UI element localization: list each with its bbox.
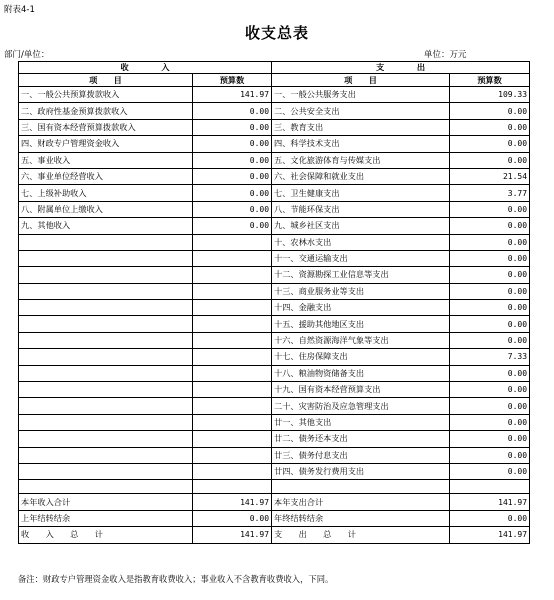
- income-item-name: [19, 365, 193, 381]
- income-item-name: 八、附属单位上缴收入: [19, 201, 193, 217]
- year-end-balance-value: 0.00: [450, 510, 530, 526]
- expenditure-item-value: 0.00: [450, 463, 530, 479]
- expenditure-item-name: 十八、粮油物资储备支出: [272, 365, 450, 381]
- expenditure-item-value: 21.54: [450, 168, 530, 184]
- expenditure-item-value: 0.00: [450, 316, 530, 332]
- income-item-name: [19, 398, 193, 414]
- income-item-name: [19, 463, 193, 479]
- expenditure-item-value: 0.00: [450, 447, 530, 463]
- expenditure-item-name: 三、教育支出: [272, 119, 450, 135]
- income-item-value: [193, 316, 272, 332]
- expenditure-year-total-label: 本年支出合计: [272, 494, 450, 510]
- income-item-value: [193, 300, 272, 316]
- table-row: [19, 185, 530, 201]
- income-item-name: 七、上级补助收入: [19, 185, 193, 201]
- expenditure-item-name: 廿三、债务付息支出: [272, 447, 450, 463]
- header-row-columns: [19, 74, 530, 87]
- expenditure-item-value: 3.77: [450, 185, 530, 201]
- income-item-name: 一、一般公共预算拨款收入: [19, 87, 193, 103]
- income-item-name: [19, 316, 193, 332]
- table-row: [19, 103, 530, 119]
- expenditure-item-value: 7.33: [450, 349, 530, 365]
- income-item-value: 0.00: [193, 185, 272, 201]
- income-item-value: [193, 250, 272, 266]
- income-item-name: [19, 267, 193, 283]
- expenditure-item-name: 十六、自然资源海洋气象等支出: [272, 332, 450, 348]
- table-row: [19, 365, 530, 381]
- expenditure-item-value: 0.00: [450, 431, 530, 447]
- department-label: 部门/单位：: [4, 50, 50, 60]
- expenditure-item-value: 0.00: [450, 283, 530, 299]
- income-item-name: 九、其他收入: [19, 218, 193, 234]
- expenditure-item-value: 0.00: [450, 218, 530, 234]
- income-item-name: [19, 414, 193, 430]
- year-total-row: [19, 494, 530, 510]
- expenditure-item-value: 0.00: [450, 201, 530, 217]
- table-row: [19, 267, 530, 283]
- income-item-name: [19, 283, 193, 299]
- expenditure-item-name: 十七、住房保障支出: [272, 349, 450, 365]
- expenditure-item-value: 0.00: [450, 267, 530, 283]
- table-row: [19, 332, 530, 348]
- table-row: [19, 119, 530, 135]
- expenditure-year-total-value: 141.97: [450, 494, 530, 510]
- table-row: [19, 414, 530, 430]
- expenditure-item-name: 七、卫生健康支出: [272, 185, 450, 201]
- table-row: [19, 447, 530, 463]
- expenditure-item-name: 十九、国有资本经营预算支出: [272, 382, 450, 398]
- income-item-name: [19, 300, 193, 316]
- unit-label: 单位：万元: [424, 50, 467, 60]
- empty-cell: [19, 480, 193, 494]
- income-item-value: [193, 398, 272, 414]
- expenditure-item-value: 0.00: [450, 300, 530, 316]
- income-grand-value: 141.97: [193, 527, 272, 543]
- table-row: [19, 283, 530, 299]
- expenditure-item-value: 0.00: [450, 152, 530, 168]
- balance-row: [19, 510, 530, 526]
- expenditure-item-name: 一、一般公共服务支出: [272, 87, 450, 103]
- income-item-name: 三、国有资本经营预算拨款收入: [19, 119, 193, 135]
- table-row: [19, 463, 530, 479]
- expenditure-item-name: 十二、资源勘探工业信息等支出: [272, 267, 450, 283]
- expenditure-item-value: 0.00: [450, 365, 530, 381]
- income-section-header: 收 入: [19, 62, 272, 74]
- expenditure-item-value: 109.33: [450, 87, 530, 103]
- income-item-value: 0.00: [193, 201, 272, 217]
- expenditure-budget-header: 预算数: [450, 74, 530, 87]
- income-item-value: [193, 463, 272, 479]
- income-item-name: [19, 250, 193, 266]
- expenditure-item-name: 五、文化旅游体育与传媒支出: [272, 152, 450, 168]
- income-item-value: [193, 414, 272, 430]
- income-item-value: 0.00: [193, 119, 272, 135]
- income-item-name: 二、政府性基金预算拨款收入: [19, 103, 193, 119]
- expenditure-item-name: 八、节能环保支出: [272, 201, 450, 217]
- table-row: [19, 250, 530, 266]
- income-item-header: 项 目: [19, 74, 193, 87]
- table-row: [19, 218, 530, 234]
- income-item-name: [19, 382, 193, 398]
- prior-balance-value: 0.00: [193, 510, 272, 526]
- income-item-value: [193, 332, 272, 348]
- prior-balance-label: 上年结转结余: [19, 510, 193, 526]
- income-item-value: [193, 431, 272, 447]
- income-item-name: 六、事业单位经营收入: [19, 168, 193, 184]
- expenditure-item-value: 0.00: [450, 250, 530, 266]
- table-row: [19, 234, 530, 250]
- income-grand-label: 收 入 总 计: [19, 527, 193, 543]
- table-row: [19, 87, 530, 103]
- income-year-total-value: 141.97: [193, 494, 272, 510]
- expenditure-item-name: 十一、交通运输支出: [272, 250, 450, 266]
- income-item-name: [19, 332, 193, 348]
- income-item-value: 0.00: [193, 168, 272, 184]
- income-item-name: [19, 349, 193, 365]
- table-row: [19, 431, 530, 447]
- empty-cell: [272, 480, 450, 494]
- expenditure-item-value: 0.00: [450, 234, 530, 250]
- expenditure-item-value: 0.00: [450, 382, 530, 398]
- income-item-value: 0.00: [193, 218, 272, 234]
- footnote: 备注：财政专户管理资金收入是指教育收费收入；事业收入不含教育收费收入，下同。: [18, 574, 334, 584]
- income-item-value: [193, 382, 272, 398]
- income-item-name: [19, 431, 193, 447]
- table-row: [19, 152, 530, 168]
- expenditure-item-name: 二十、灾害防治及应急管理支出: [272, 398, 450, 414]
- table-row: [19, 168, 530, 184]
- empty-cell: [193, 480, 272, 494]
- expenditure-item-header: 项 目: [272, 74, 450, 87]
- income-item-value: [193, 349, 272, 365]
- income-item-name: [19, 234, 193, 250]
- expenditure-item-name: 四、科学技术支出: [272, 136, 450, 152]
- table-row: [19, 136, 530, 152]
- expenditure-item-name: 廿二、债务还本支出: [272, 431, 450, 447]
- expenditure-section-header: 支 出: [272, 62, 530, 74]
- table-row: [19, 201, 530, 217]
- header-row-sections: [19, 62, 530, 74]
- expenditure-item-name: 十三、商业服务业等支出: [272, 283, 450, 299]
- income-item-value: [193, 365, 272, 381]
- expenditure-grand-label: 支 出 总 计: [272, 527, 450, 543]
- income-item-value: [193, 283, 272, 299]
- expenditure-item-value: 0.00: [450, 414, 530, 430]
- income-item-value: [193, 267, 272, 283]
- table-row: [19, 382, 530, 398]
- expenditure-item-name: 廿一、其他支出: [272, 414, 450, 430]
- attachment-label: 附表4-1: [4, 5, 35, 15]
- table-row: [19, 349, 530, 365]
- expenditure-item-value: 0.00: [450, 119, 530, 135]
- table-row: [19, 300, 530, 316]
- income-item-name: [19, 447, 193, 463]
- income-year-total-label: 本年收入合计: [19, 494, 193, 510]
- income-item-value: 0.00: [193, 152, 272, 168]
- income-item-name: 四、财政专户管理资金收入: [19, 136, 193, 152]
- expenditure-item-name: 二、公共安全支出: [272, 103, 450, 119]
- expenditure-item-name: 六、社会保障和就业支出: [272, 168, 450, 184]
- expenditure-item-value: 0.00: [450, 136, 530, 152]
- table-row: [19, 316, 530, 332]
- budget-table: [18, 61, 530, 544]
- table-row: [19, 398, 530, 414]
- income-budget-header: 预算数: [193, 74, 272, 87]
- income-item-value: [193, 234, 272, 250]
- blank-row: [19, 480, 530, 494]
- expenditure-item-value: 0.00: [450, 103, 530, 119]
- expenditure-item-value: 0.00: [450, 332, 530, 348]
- expenditure-grand-value: 141.97: [450, 527, 530, 543]
- year-end-balance-label: 年终结转结余: [272, 510, 450, 526]
- income-item-name: 五、事业收入: [19, 152, 193, 168]
- income-item-value: [193, 447, 272, 463]
- income-item-value: 141.97: [193, 87, 272, 103]
- page-title: 收支总表: [244, 24, 309, 42]
- expenditure-item-name: 九、城乡社区支出: [272, 218, 450, 234]
- expenditure-item-name: 十四、金融支出: [272, 300, 450, 316]
- expenditure-item-name: 廿四、债务发行费用支出: [272, 463, 450, 479]
- expenditure-item-name: 十五、援助其他地区支出: [272, 316, 450, 332]
- empty-cell: [450, 480, 530, 494]
- expenditure-item-value: 0.00: [450, 398, 530, 414]
- income-item-value: 0.00: [193, 103, 272, 119]
- income-item-value: 0.00: [193, 136, 272, 152]
- grand-total-row: [19, 527, 530, 543]
- expenditure-item-name: 十、农林水支出: [272, 234, 450, 250]
